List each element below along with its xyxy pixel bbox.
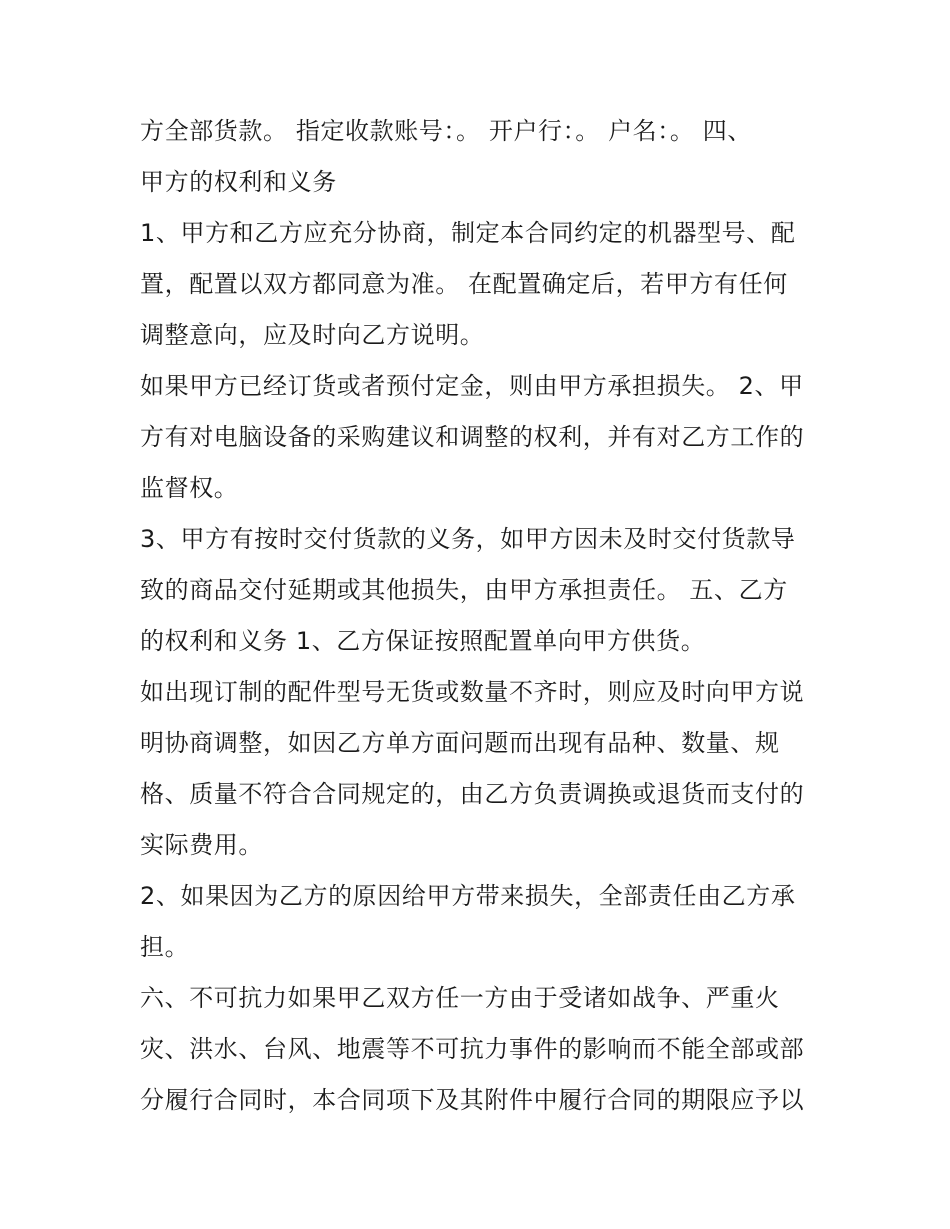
- text-line: 2、如果因为乙方的原因给甲方带来损失，全部责任由乙方承: [140, 882, 796, 910]
- text-line: 方全部货款。 指定收款账号：。 开户行：。 户名：。 四、: [140, 117, 752, 145]
- contract-text: [140, 106, 830, 1126]
- text-line: 明协商调整，如因乙方单方面问题而出现有品种、数量、规: [140, 729, 780, 757]
- text-line: 致的商品交付延期或其他损失，由甲方承担责任。 五、乙方: [140, 576, 788, 604]
- text-line: 3、甲方有按时交付货款的义务，如甲方因未及时交付货款导: [140, 525, 796, 553]
- text-line: 实际费用。: [140, 831, 263, 859]
- text-line: 格、质量不符合合同规定的，由乙方负责调换或退货而支付的: [140, 780, 805, 808]
- text-line: 灾、洪水、台风、地震等不可抗力事件的影响而不能全部或部: [140, 1035, 805, 1063]
- text-line: 置，配置以双方都同意为准。 在配置确定后，若甲方有任何: [140, 270, 788, 298]
- text-line: 如果甲方已经订货或者预付定金，则由甲方承担损失。 2、甲: [140, 372, 804, 400]
- text-line: 的权利和义务 1、乙方保证按照配置单向甲方供货。: [140, 627, 706, 655]
- text-line: 方有对电脑设备的采购建议和调整的权利，并有对乙方工作的: [140, 423, 805, 451]
- text-line: 1、甲方和乙方应充分协商，制定本合同约定的机器型号、配: [140, 219, 796, 247]
- text-line: 调整意向，应及时向乙方说明。: [140, 321, 485, 349]
- text-line: 如出现订制的配件型号无货或数量不齐时，则应及时向甲方说: [140, 678, 805, 706]
- text-line: 分履行合同时，本合同项下及其附件中履行合同的期限应予以: [140, 1086, 805, 1114]
- text-line: 担。: [140, 933, 190, 961]
- text-line: 甲方的权利和义务: [140, 168, 337, 196]
- text-line: 六、不可抗力如果甲乙双方任一方由于受诸如战争、严重火: [140, 984, 780, 1012]
- text-line: 监督权。: [140, 474, 239, 502]
